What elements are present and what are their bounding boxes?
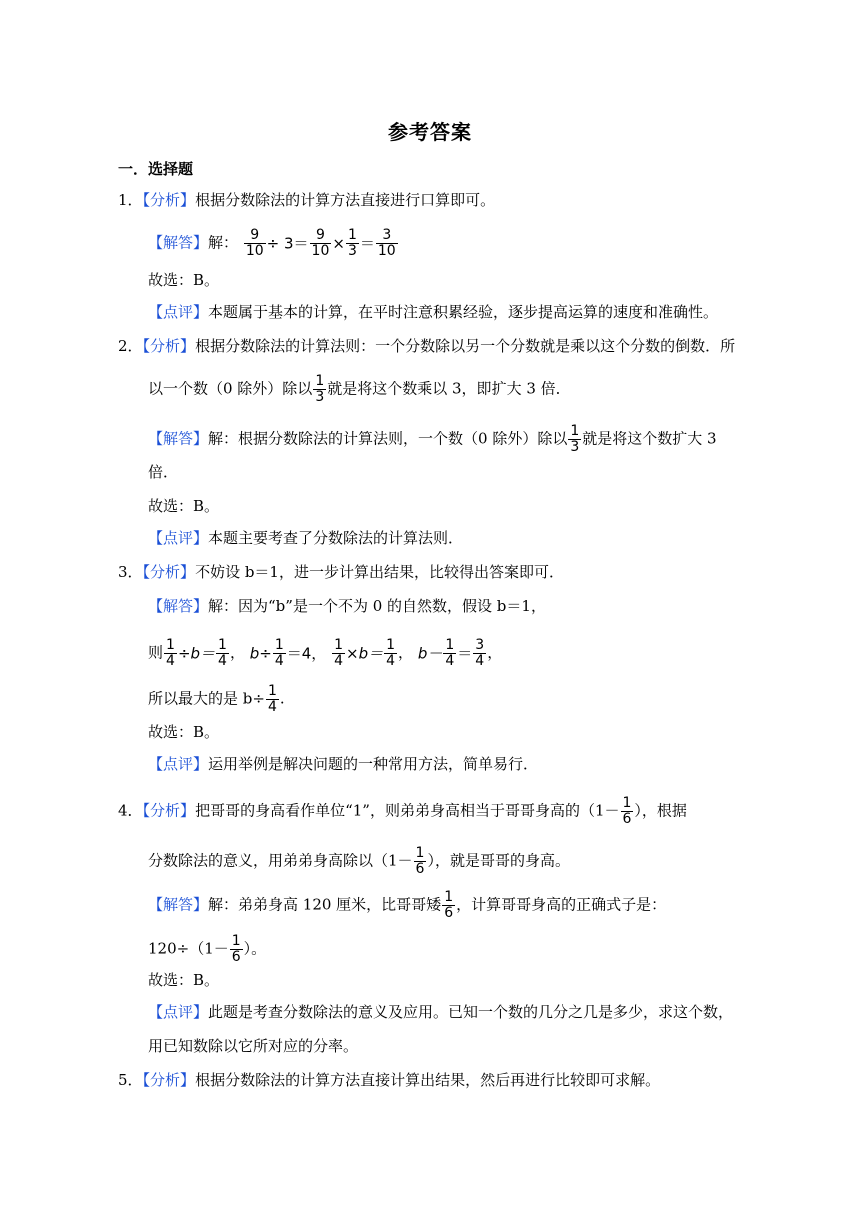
- q4-analysis-line1: 4．【分析】把哥哥的身高看作单位“1”，则弟弟身高相当于哥哥身高的（1－ $\frac{1}{6}$ ），根据: [118, 795, 687, 827]
- q3-fraction-b: $\frac{1}{4}$: [218, 637, 227, 669]
- q2-comment: 【点评】本题主要考查了分数除法的计算法则．: [148, 529, 464, 547]
- q3-fraction-c: $\frac{1}{4}$: [274, 637, 284, 669]
- q3-comment: 【点评】运用举例是解决问题的一种常用方法，简单易行．: [148, 755, 539, 773]
- q1-fraction-3: $\frac{1}{3}$: [347, 227, 357, 259]
- q2-solution: 【解答】解：根据分数除法的计算法则，一个数（0 除外）除以 $\frac{1}{3}$ 就是将这个数扩大 3: [148, 423, 717, 455]
- q4-expression: 120÷（1－ $\frac{1}{6}$ ）。: [148, 933, 267, 965]
- section-heading: 一．选择题: [118, 160, 194, 178]
- q3-expressions: 则 $\frac{1}{4}$ ÷b＝ $\frac{1}{4}$ ， b÷ $\frac{1}{4}$ ＝4， $\frac{1}{4}$ ×b＝ $\frac{1}{4}$ ， b－ $\frac{1}{4}$ ＝ $\frac{3}{4}$ ，: [148, 637, 503, 669]
- q3-fraction-e: $\frac{1}{4}$: [386, 637, 396, 669]
- q4-fraction-1: $\frac{1}{6}$: [622, 795, 632, 827]
- q1-choice: 故选：B。: [148, 271, 220, 289]
- solution-tag: 【解答】: [148, 895, 209, 914]
- q4-fraction-4: $\frac{1}{6}$: [231, 933, 241, 965]
- comment-tag: 【点评】: [148, 1003, 209, 1021]
- solution-tag: 【解答】: [148, 233, 209, 252]
- q1-comment: 【点评】本题属于基本的计算，在平时注意积累经验，逐步提高运算的速度和准确性。: [148, 303, 719, 321]
- q3-solution: 【解答】解：因为“b”是一个不为 0 的自然数，假设 b＝1，: [148, 597, 546, 615]
- q4-comment-line1: 【点评】此题是考查分数除法的意义及应用。已知一个数的几分之几是多少，求这个数，: [148, 1003, 734, 1021]
- q4-fraction-3: $\frac{1}{6}$: [444, 889, 454, 921]
- analysis-tag: 【分析】: [142, 1071, 196, 1089]
- q2-analysis-line1: 2．【分析】根据分数除法的计算法则：一个分数除以另一个分数就是乘以这个分数的倒数．所: [118, 337, 736, 355]
- q4-comment-line2: 用已知数除以它所对应的分率。: [148, 1037, 359, 1055]
- q3-fraction-f: $\frac{1}{4}$: [445, 637, 455, 669]
- q3-fraction-a: $\frac{1}{4}$: [166, 637, 175, 669]
- q2-fraction-2: $\frac{1}{3}$: [570, 423, 580, 455]
- q2-solution-line2: 倍．: [148, 463, 179, 481]
- solution-tag: 【解答】: [148, 429, 209, 448]
- q4-fraction-2: $\frac{1}{6}$: [415, 845, 425, 877]
- q3-fraction-g: $\frac{3}{4}$: [475, 637, 485, 669]
- q3-fraction-d: $\frac{1}{4}$: [334, 637, 344, 669]
- solution-tag: 【解答】: [148, 597, 209, 615]
- q4-solution: 【解答】解：弟弟身高 120 厘米，比哥哥矮 $\frac{1}{6}$ ，计算哥哥身高的正确式子是：: [148, 889, 667, 921]
- q3-fraction-h: $\frac{1}{4}$: [267, 683, 277, 715]
- q5-analysis: 5．【分析】根据分数除法的计算方法直接计算出结果，然后再进行比较即可求解。: [118, 1071, 661, 1089]
- q1-fraction-1: $\frac{9}{10}$: [245, 227, 264, 259]
- page-title: 参考答案: [388, 120, 472, 144]
- comment-tag: 【点评】: [148, 529, 209, 547]
- q1-fraction-2: $\frac{9}{10}$: [311, 227, 330, 259]
- q1-fraction-4: $\frac{3}{10}$: [377, 227, 396, 259]
- analysis-tag: 【分析】: [142, 563, 196, 581]
- q1-analysis: 1．【分析】根据分数除法的计算方法直接进行口算即可。: [118, 191, 496, 209]
- q3-analysis: 3．【分析】不妨设 b＝1，进一步计算出结果，比较得出答案即可．: [118, 563, 564, 581]
- q4-choice: 故选：B。: [148, 971, 220, 989]
- q2-analysis-line2: 以一个数（0 除外）除以 $\frac{1}{3}$ 就是将这个数乘以 3，即扩大 3 倍．: [148, 373, 571, 405]
- comment-tag: 【点评】: [148, 303, 209, 321]
- q3-choice: 故选：B。: [148, 723, 220, 741]
- comment-tag: 【点评】: [148, 755, 209, 773]
- analysis-tag: 【分析】: [142, 191, 196, 209]
- q3-max: 所以最大的是 b÷ $\frac{1}{4}$ .: [148, 683, 285, 715]
- q2-fraction-1: $\frac{1}{3}$: [315, 373, 325, 405]
- q1-solution: 【解答】解： $\frac{9}{10}$ ÷ 3＝ $\frac{9}{10}$ × $\frac{1}{3}$ ＝ $\frac{3}{10}$: [148, 227, 396, 259]
- q2-choice: 故选：B。: [148, 497, 220, 515]
- analysis-tag: 【分析】: [142, 337, 196, 355]
- analysis-tag: 【分析】: [142, 801, 196, 820]
- q4-analysis-line2: 分数除法的意义，用弟弟身高除以（1－ $\frac{1}{6}$ ），就是哥哥的身高。: [148, 845, 570, 877]
